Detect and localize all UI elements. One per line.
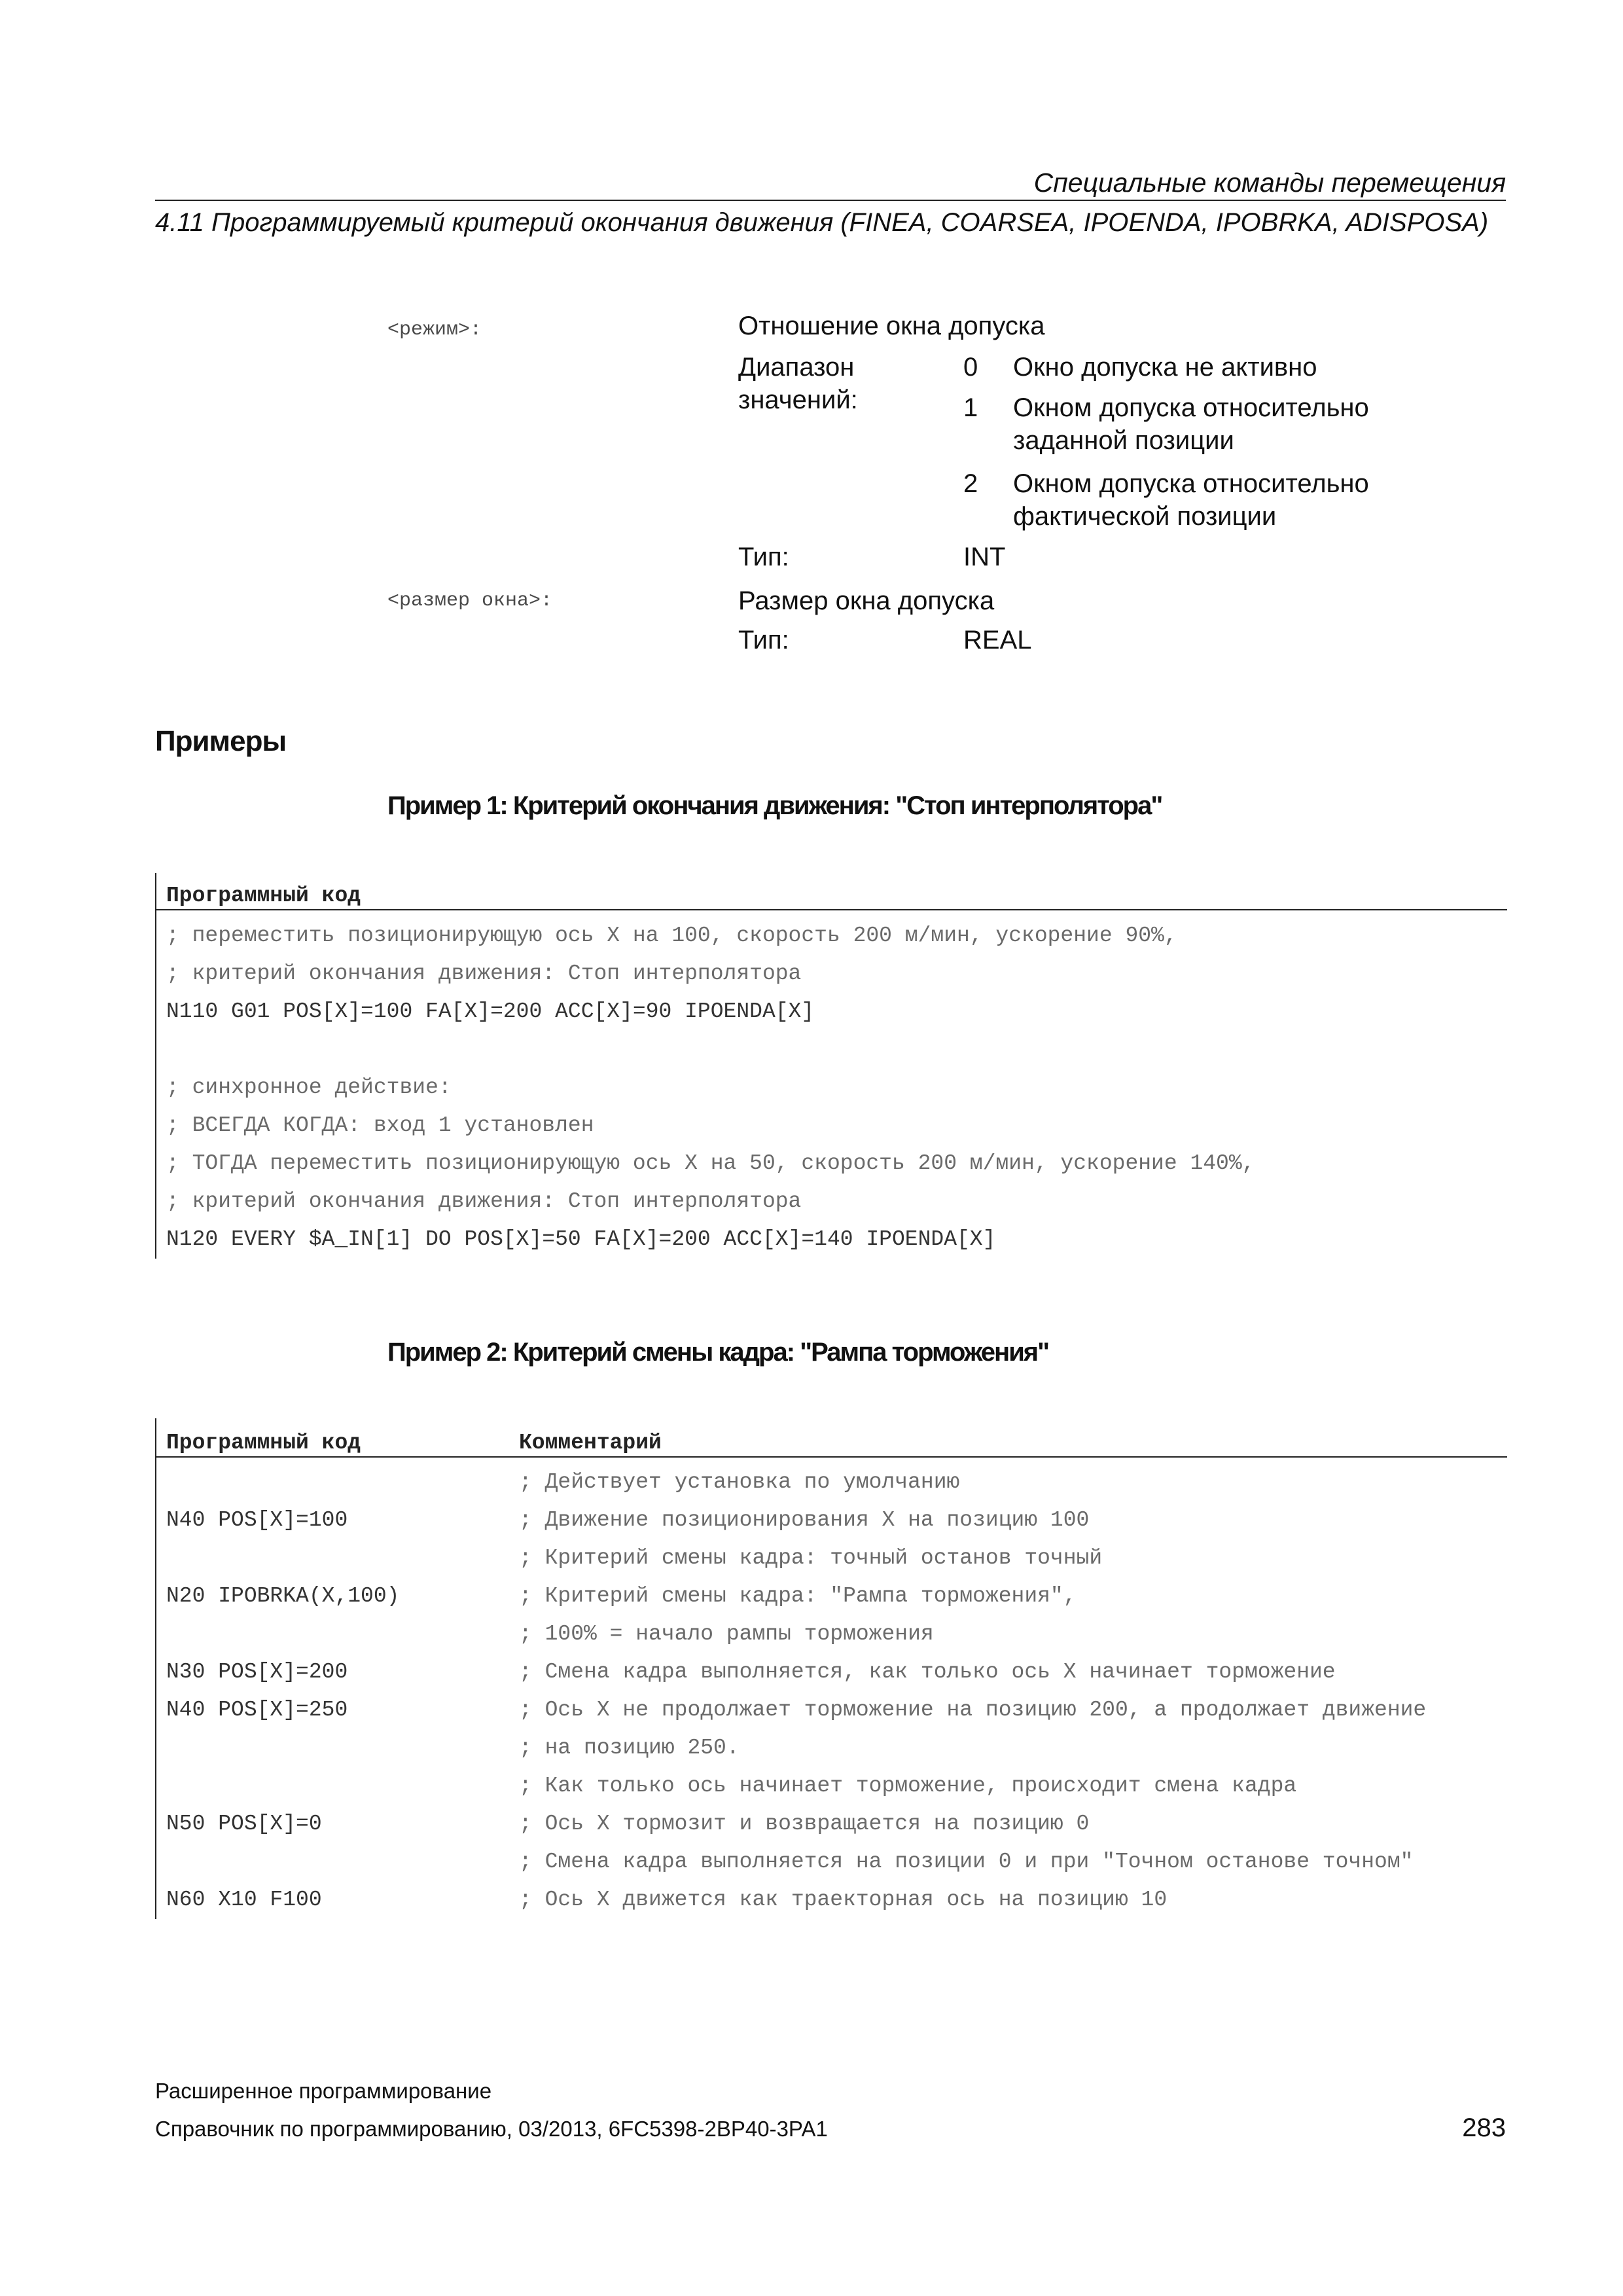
table-row <box>156 1843 1507 1881</box>
param-mode-type-label: Тип: <box>738 543 789 571</box>
param-window-type-label: Тип: <box>738 626 789 655</box>
code-line <box>156 955 1507 993</box>
table-row <box>156 1881 1507 1919</box>
header-divider <box>155 200 1506 201</box>
code-line <box>156 1183 1507 1221</box>
code-line <box>156 1107 1507 1145</box>
code-cell: N20 IPOBRKA(X,100) <box>166 1584 400 1608</box>
comment-cell: ; Ось X не продолжает торможение на позицию 200, а продолжает движение <box>519 1698 1427 1722</box>
examples-heading: Примеры <box>155 725 287 757</box>
column-header-code: Программный код <box>166 1431 361 1455</box>
table-header <box>156 873 1507 910</box>
code-comment: ; переместить позиционирующую ось X на 100, скорость 200 м/мин, ускорение 90%, <box>166 924 1177 948</box>
comment-cell: ; Ось X движется как траекторная ось на позицию 10 <box>519 1888 1168 1912</box>
param-window-name: <размер окна>: <box>387 590 553 612</box>
param-window-description: Размер окна допуска <box>738 586 995 615</box>
comment-cell: ; на позицию 250. <box>519 1736 740 1760</box>
code-line <box>156 993 1507 1031</box>
param-window-type: REAL <box>963 626 1032 655</box>
param-mode-value-text: Окном допуска относительно заданной позиции <box>1013 393 1369 455</box>
comment-cell: ; Критерий смены кадра: точный останов точный <box>519 1546 1103 1570</box>
code-line <box>156 917 1507 955</box>
code-line <box>156 1221 1507 1259</box>
code-cell: N60 X10 F100 <box>166 1888 322 1912</box>
param-mode-type: INT <box>963 543 1006 571</box>
column-header-comment: Комментарий <box>519 1431 662 1455</box>
table-body <box>156 917 1507 1259</box>
chapter-title: Специальные команды перемещения <box>1033 168 1506 198</box>
table-row <box>156 1767 1507 1805</box>
code-cell: N30 POS[X]=200 <box>166 1660 348 1684</box>
code-statement: N110 G01 POS[X]=100 FA[X]=200 ACC[X]=90 IPOENDA[X] <box>166 999 815 1024</box>
param-mode-description: Отношение окна допуска <box>738 312 1045 340</box>
code-cell: N40 POS[X]=100 <box>166 1508 348 1532</box>
param-mode-value: 0 <box>963 353 978 382</box>
param-mode-value: 1 <box>963 393 978 422</box>
example-2-code-table <box>155 1418 1507 1919</box>
table-row <box>156 1653 1507 1691</box>
code-line <box>156 1069 1507 1107</box>
code-cell: N40 POS[X]=250 <box>166 1698 348 1722</box>
param-mode-value: 2 <box>963 469 978 498</box>
comment-cell: ; Движение позиционирования X на позицию 100 <box>519 1508 1090 1532</box>
example-1-title: Пример 1: Критерий окончания движения: "Стоп интерполятора" <box>387 791 1162 820</box>
example-2-title: Пример 2: Критерий смены кадра: "Рампа торможения" <box>387 1338 1049 1367</box>
comment-cell: ; Критерий смены кадра: "Рампа торможения", <box>519 1584 1077 1608</box>
code-comment: ; ВСЕГДА КОГДА: вход 1 установлен <box>166 1113 594 1138</box>
example-1-code-table <box>155 873 1507 1259</box>
code-comment: ; синхронное действие: <box>166 1075 452 1100</box>
page-number: 283 <box>1462 2113 1506 2142</box>
code-line-blank <box>156 1031 1507 1069</box>
table-header <box>156 1418 1507 1458</box>
code-statement: N120 EVERY $A_IN[1] DO POS[X]=50 FA[X]=200 ACC[X]=140 IPOENDA[X] <box>166 1227 996 1251</box>
code-line <box>156 1145 1507 1183</box>
table-row <box>156 1539 1507 1577</box>
code-comment: ; ТОГДА переместить позиционирующую ось X на 50, скорость 200 м/мин, ускорение 140%, <box>166 1151 1255 1175</box>
footer-manual-info: Справочник по программированию, 03/2013, 6FC5398-2BP40-3PA1 <box>155 2117 828 2141</box>
table-row <box>156 1805 1507 1843</box>
comment-cell: ; Как только ось начинает торможение, происходит смена кадра <box>519 1774 1297 1798</box>
param-mode-range-label: Диапазон значений: <box>738 353 858 414</box>
footer-book-title: Расширенное программирование <box>155 2079 492 2103</box>
code-comment: ; критерий окончания движения: Стоп интерполятора <box>166 1189 802 1213</box>
table-row <box>156 1501 1507 1539</box>
comment-cell: ; Смена кадра выполняется на позиции 0 и при "Точном останове точном" <box>519 1850 1414 1874</box>
code-comment: ; критерий окончания движения: Стоп интерполятора <box>166 961 802 986</box>
param-mode-value-text: Окном допуска относительно фактической позиции <box>1013 469 1369 531</box>
param-mode-name: <режим>: <box>387 319 482 341</box>
table-row <box>156 1463 1507 1501</box>
comment-cell: ; 100% = начало рампы торможения <box>519 1622 934 1646</box>
section-title: 4.11 Программируемый критерий окончания движения (FINEA, COARSEA, IPOENDA, IPOBRKA, ADISPOSA) <box>155 208 1489 237</box>
param-mode-value-text: Окно допуска не активно <box>1013 353 1317 382</box>
table-row <box>156 1691 1507 1729</box>
column-header-code: Программный код <box>166 884 361 908</box>
comment-cell: ; Ось X тормозит и возвращается на позицию 0 <box>519 1812 1090 1836</box>
table-body <box>156 1463 1507 1919</box>
table-row <box>156 1577 1507 1615</box>
table-row <box>156 1615 1507 1653</box>
comment-cell: ; Смена кадра выполняется, как только ось X начинает торможение <box>519 1660 1336 1684</box>
table-row <box>156 1729 1507 1767</box>
code-cell: N50 POS[X]=0 <box>166 1812 322 1836</box>
comment-cell: ; Действует установка по умолчанию <box>519 1470 960 1494</box>
